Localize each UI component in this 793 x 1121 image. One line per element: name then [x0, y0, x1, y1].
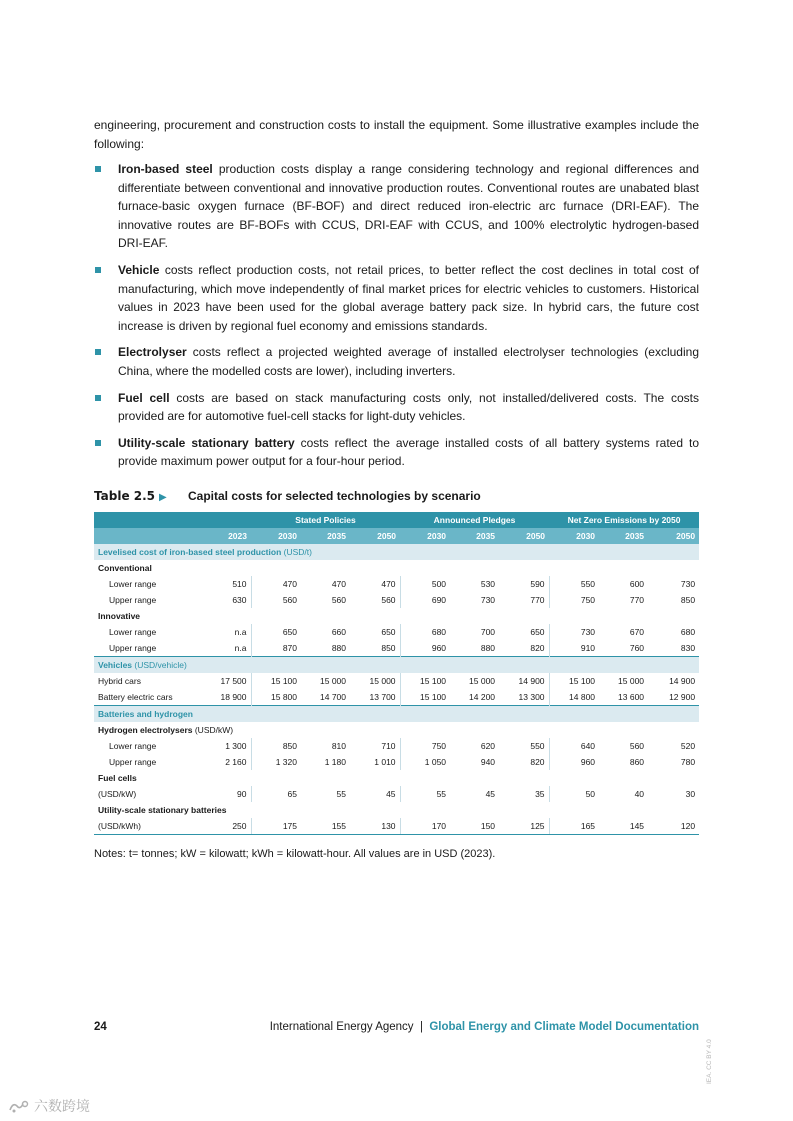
table-cell: 850	[251, 738, 301, 754]
table-cell: 145	[599, 818, 648, 835]
capital-costs-table	[94, 512, 699, 835]
table-row	[94, 818, 699, 835]
table-notes: Notes: t= tonnes; kW = kilowatt; kWh = kilowatt-hour. All values are in USD (2023).	[94, 848, 496, 860]
table-cell: 55	[400, 786, 450, 802]
header-blank	[202, 512, 251, 528]
table-cell: 1 010	[374, 757, 396, 767]
table-cell: 880	[331, 643, 346, 653]
table-cell: 830	[680, 643, 696, 653]
table-cell: 15 000	[469, 676, 496, 686]
row-label: Hybrid cars	[98, 676, 141, 686]
header-blank	[94, 512, 202, 528]
table-cell: 560	[251, 592, 301, 608]
row-subheader: Conventional	[98, 563, 152, 573]
table-cell: 1 300	[225, 741, 247, 751]
footer-separator: |	[419, 1021, 423, 1033]
watermark	[8, 1096, 90, 1116]
row-subheader: Utility-scale stationary batteries	[98, 805, 227, 815]
table-cell: 750	[400, 738, 450, 754]
subheader-row	[94, 722, 699, 738]
table-cell: 165	[549, 818, 599, 835]
table-cell: 650	[251, 624, 301, 640]
table-cell: 850	[680, 595, 696, 605]
year-header: 2030	[549, 528, 599, 544]
table-row	[94, 786, 699, 802]
row-label: Upper range	[109, 643, 157, 653]
table-cell: 13 700	[369, 692, 396, 702]
bullet-term: Vehicle	[118, 262, 160, 277]
bullet-square-icon	[95, 349, 101, 355]
page-number: 24	[94, 1021, 107, 1033]
table-cell: 470	[331, 579, 346, 589]
year-header-row	[94, 528, 699, 544]
table-cell: 820	[530, 757, 545, 767]
table-cell: 1 180	[324, 757, 346, 767]
table-cell: 670	[629, 627, 645, 637]
year-header: 2050	[350, 528, 400, 544]
subheader-unit: (USD/kW)	[192, 725, 234, 735]
bullet-item	[94, 434, 699, 471]
page-footer	[94, 1021, 699, 1035]
table-cell: 65	[251, 786, 301, 802]
table-cell: 175	[251, 818, 301, 835]
table-title: Capital costs for selected technologies by scenario	[188, 489, 481, 503]
scenario-header: Net Zero Emissions by 2050	[549, 512, 699, 528]
bullet-item	[94, 343, 699, 380]
table-row	[94, 689, 699, 706]
table-cell: 680	[680, 627, 696, 637]
section-unit: (USD/t)	[281, 547, 312, 557]
watermark-logo-icon	[8, 1100, 30, 1114]
table-cell: 130	[350, 818, 400, 835]
table-cell: 600	[629, 579, 645, 589]
row-label: Lower range	[109, 579, 157, 589]
section-label: Levelised cost of iron-based steel production	[98, 547, 282, 557]
table-row	[94, 640, 699, 657]
table-cell: 560	[629, 741, 645, 751]
row-subheader: Innovative	[98, 611, 141, 621]
table-cell: 730	[549, 624, 599, 640]
table-cell: 14 800	[549, 689, 599, 706]
bullet-text: costs reflect the average installed costs of all battery systems rated to provide maximum power output for a four-hour period.	[118, 435, 699, 469]
table-cell: 960	[549, 754, 599, 770]
table-cell: 880	[480, 643, 496, 653]
table-cell: 650	[530, 627, 545, 637]
table-cell: 530	[480, 579, 496, 589]
table-cell: 40	[634, 789, 645, 799]
table-cell: 470	[251, 576, 301, 592]
bullet-text: costs reflect a projected weighted average of installed electrolyser technologies (excluding China, where the modelled costs are lower), including inverters.	[118, 345, 699, 378]
subheader-row	[94, 802, 699, 818]
table-cell: 710	[381, 741, 396, 751]
footer-source	[270, 1021, 699, 1033]
table-cell: 550	[530, 741, 545, 751]
footer-doc-title: Global Energy and Climate Model Documentation	[429, 1021, 699, 1033]
bullet-text: costs reflect production costs, not retail prices, to better reflect the cost declines in total cost of manufacturing, which move independently of final market prices for electric vehicles to customers. Historical values in 2023 have been used for the global average battery pack size. In hybrid cars, the future cost increase is driven by regional fuel economy and emissions standards.	[118, 262, 699, 333]
table-row	[94, 754, 699, 770]
year-header: 2050	[648, 528, 699, 544]
table-cell: 90	[237, 789, 247, 799]
table-cell: 170	[400, 818, 450, 835]
table-cell: 12 900	[669, 692, 696, 702]
table-cell: 18 900	[220, 692, 247, 702]
subheader-row	[94, 560, 699, 576]
table-cell: 14 200	[469, 692, 496, 702]
year-header: 2030	[251, 528, 301, 544]
table-number: Table 2.5	[94, 489, 156, 503]
bullet-term: Fuel cell	[118, 390, 170, 405]
subheader-label: Hydrogen electrolysers	[98, 725, 193, 735]
table-cell: 13 300	[518, 692, 545, 702]
section-header	[94, 544, 699, 560]
table-cell: 520	[680, 741, 696, 751]
bullet-square-icon	[95, 267, 101, 273]
table-cell: 2 160	[225, 757, 247, 767]
table-cell: 15 100	[251, 673, 301, 689]
table-cell: 155	[301, 818, 350, 835]
table-cell: 55	[336, 789, 346, 799]
bullet-term: Utility-scale stationary battery	[118, 435, 295, 450]
row-label: Upper range	[109, 595, 157, 605]
row-label: Lower range	[109, 741, 157, 751]
table-cell: 820	[530, 643, 545, 653]
bullet-square-icon	[95, 166, 101, 172]
table-cell: 150	[450, 818, 499, 835]
year-header: 2035	[450, 528, 499, 544]
subheader-row	[94, 770, 699, 786]
watermark-text: 六数跨境	[34, 1098, 90, 1114]
year-header: 2050	[499, 528, 549, 544]
table-cell: 15 800	[251, 689, 301, 706]
row-subheader	[94, 722, 699, 738]
section-header-row	[94, 706, 699, 723]
table-cell: 660	[331, 627, 346, 637]
table-cell: 14 900	[669, 676, 696, 686]
table-row	[94, 576, 699, 592]
table-cell: 770	[530, 595, 545, 605]
header-blank	[94, 528, 202, 544]
table-cell: 45	[485, 789, 496, 799]
table-row	[94, 624, 699, 640]
table-cell: 1 050	[400, 754, 450, 770]
section-label: Vehicles	[98, 660, 133, 670]
table-cell: 560	[331, 595, 346, 605]
table-cell: 560	[381, 595, 396, 605]
scenario-header: Announced Pledges	[400, 512, 549, 528]
table-row	[94, 738, 699, 754]
bullet-list	[94, 160, 699, 479]
table-cell: 860	[629, 757, 645, 767]
section-header	[94, 706, 699, 723]
table-cell: 700	[480, 627, 496, 637]
bullet-term: Iron-based steel	[118, 162, 213, 176]
bullet-term: Electrolyser	[118, 345, 187, 360]
table-cell: 30	[685, 789, 696, 799]
year-header: 2030	[400, 528, 450, 544]
table-cell: 17 500	[220, 676, 247, 686]
bullet-square-icon	[95, 440, 101, 446]
table-row	[94, 592, 699, 608]
table-caption	[94, 489, 699, 507]
bullet-text: costs are based on stack manufacturing costs only, not installed/delivered costs. The costs provided are for automotive fuel-cell stacks for light-duty vehicles.	[118, 390, 699, 424]
table-cell: 940	[480, 757, 496, 767]
section-header	[94, 657, 699, 674]
table-cell: 870	[251, 640, 301, 657]
table-cell: 590	[530, 579, 545, 589]
bullet-item	[94, 389, 699, 426]
bullet-text: production costs display a range considering technology and regional differences and differentiate between conventional and innovative production routes. Conventional routes are unabated blast furnace-basic oxygen furnace (BF-BOF) and direct reduced iron-electric arc furnace (DRI-EAF). The innovative routes are BF-BOFs with CCUS, DRI-EAF with CCUS, and 100% electrolytic hydrogen-based DRI-EAF.	[118, 162, 700, 251]
bullet-item	[94, 261, 699, 335]
caption-arrow-icon: ▶	[159, 492, 167, 503]
row-label: (USD/kW)	[98, 789, 137, 799]
table-cell: 770	[629, 595, 645, 605]
table-cell: 125	[499, 818, 549, 835]
table-cell: 680	[400, 624, 450, 640]
table-cell: 470	[381, 579, 396, 589]
table-cell: 500	[400, 576, 450, 592]
table-cell: 550	[549, 576, 599, 592]
table-cell: 15 000	[320, 676, 346, 686]
table-cell: 650	[381, 627, 396, 637]
section-label: Batteries and hydrogen	[98, 709, 193, 719]
table-cell: 510	[232, 579, 247, 589]
table-cell: n.a	[234, 627, 247, 637]
table-cell: 1 320	[251, 754, 301, 770]
subheader-row	[94, 608, 699, 624]
license-text: IEA. CC BY 4.0	[706, 1039, 713, 1084]
row-label: Lower range	[109, 627, 157, 637]
section-unit: (USD/vehicle)	[132, 660, 187, 670]
table-cell: 730	[480, 595, 496, 605]
table-cell: 250	[202, 818, 251, 835]
table-cell: 780	[680, 757, 696, 767]
section-header-row	[94, 657, 699, 674]
year-header: 2023	[202, 528, 251, 544]
table-cell: 640	[549, 738, 599, 754]
table-cell: 690	[400, 592, 450, 608]
year-header: 2035	[599, 528, 648, 544]
section-header-row	[94, 544, 699, 560]
row-label: Upper range	[109, 757, 157, 767]
footer-org: International Energy Agency	[269, 1021, 414, 1033]
table-cell: 620	[480, 741, 496, 751]
table-cell: 15 100	[549, 673, 599, 689]
table-cell: 15 000	[618, 676, 645, 686]
table-cell: 14 900	[518, 676, 545, 686]
table-cell: 750	[549, 592, 599, 608]
scenario-header-row	[94, 512, 699, 528]
table-cell: 50	[549, 786, 599, 802]
table-cell: 15 100	[400, 673, 450, 689]
table-cell: 120	[648, 818, 699, 835]
table-cell: 15 100	[400, 689, 450, 706]
table-row	[94, 673, 699, 689]
table-cell: 850	[381, 643, 396, 653]
table-cell: 730	[680, 579, 696, 589]
table-cell: 630	[232, 595, 247, 605]
scenario-header: Stated Policies	[251, 512, 400, 528]
bullet-item	[94, 160, 699, 253]
row-label: Battery electric cars	[98, 692, 173, 702]
table-cell: 910	[549, 640, 599, 657]
table-cell: 13 600	[618, 692, 645, 702]
table-cell: 960	[400, 640, 450, 657]
row-label: (USD/kWh)	[94, 818, 202, 835]
table-cell: n.a	[234, 643, 247, 653]
intro-paragraph: engineering, procurement and construction costs to install the equipment. Some illustrative examples include the following:	[94, 118, 699, 151]
row-subheader: Fuel cells	[98, 773, 137, 783]
table-cell: 45	[386, 789, 396, 799]
table-cell: 810	[331, 741, 346, 751]
table-cell: 35	[535, 789, 545, 799]
table-cell: 760	[629, 643, 645, 653]
bullet-square-icon	[95, 395, 101, 401]
table-cell: 14 700	[320, 692, 346, 702]
year-header: 2035	[301, 528, 350, 544]
table-cell: 15 000	[369, 676, 396, 686]
